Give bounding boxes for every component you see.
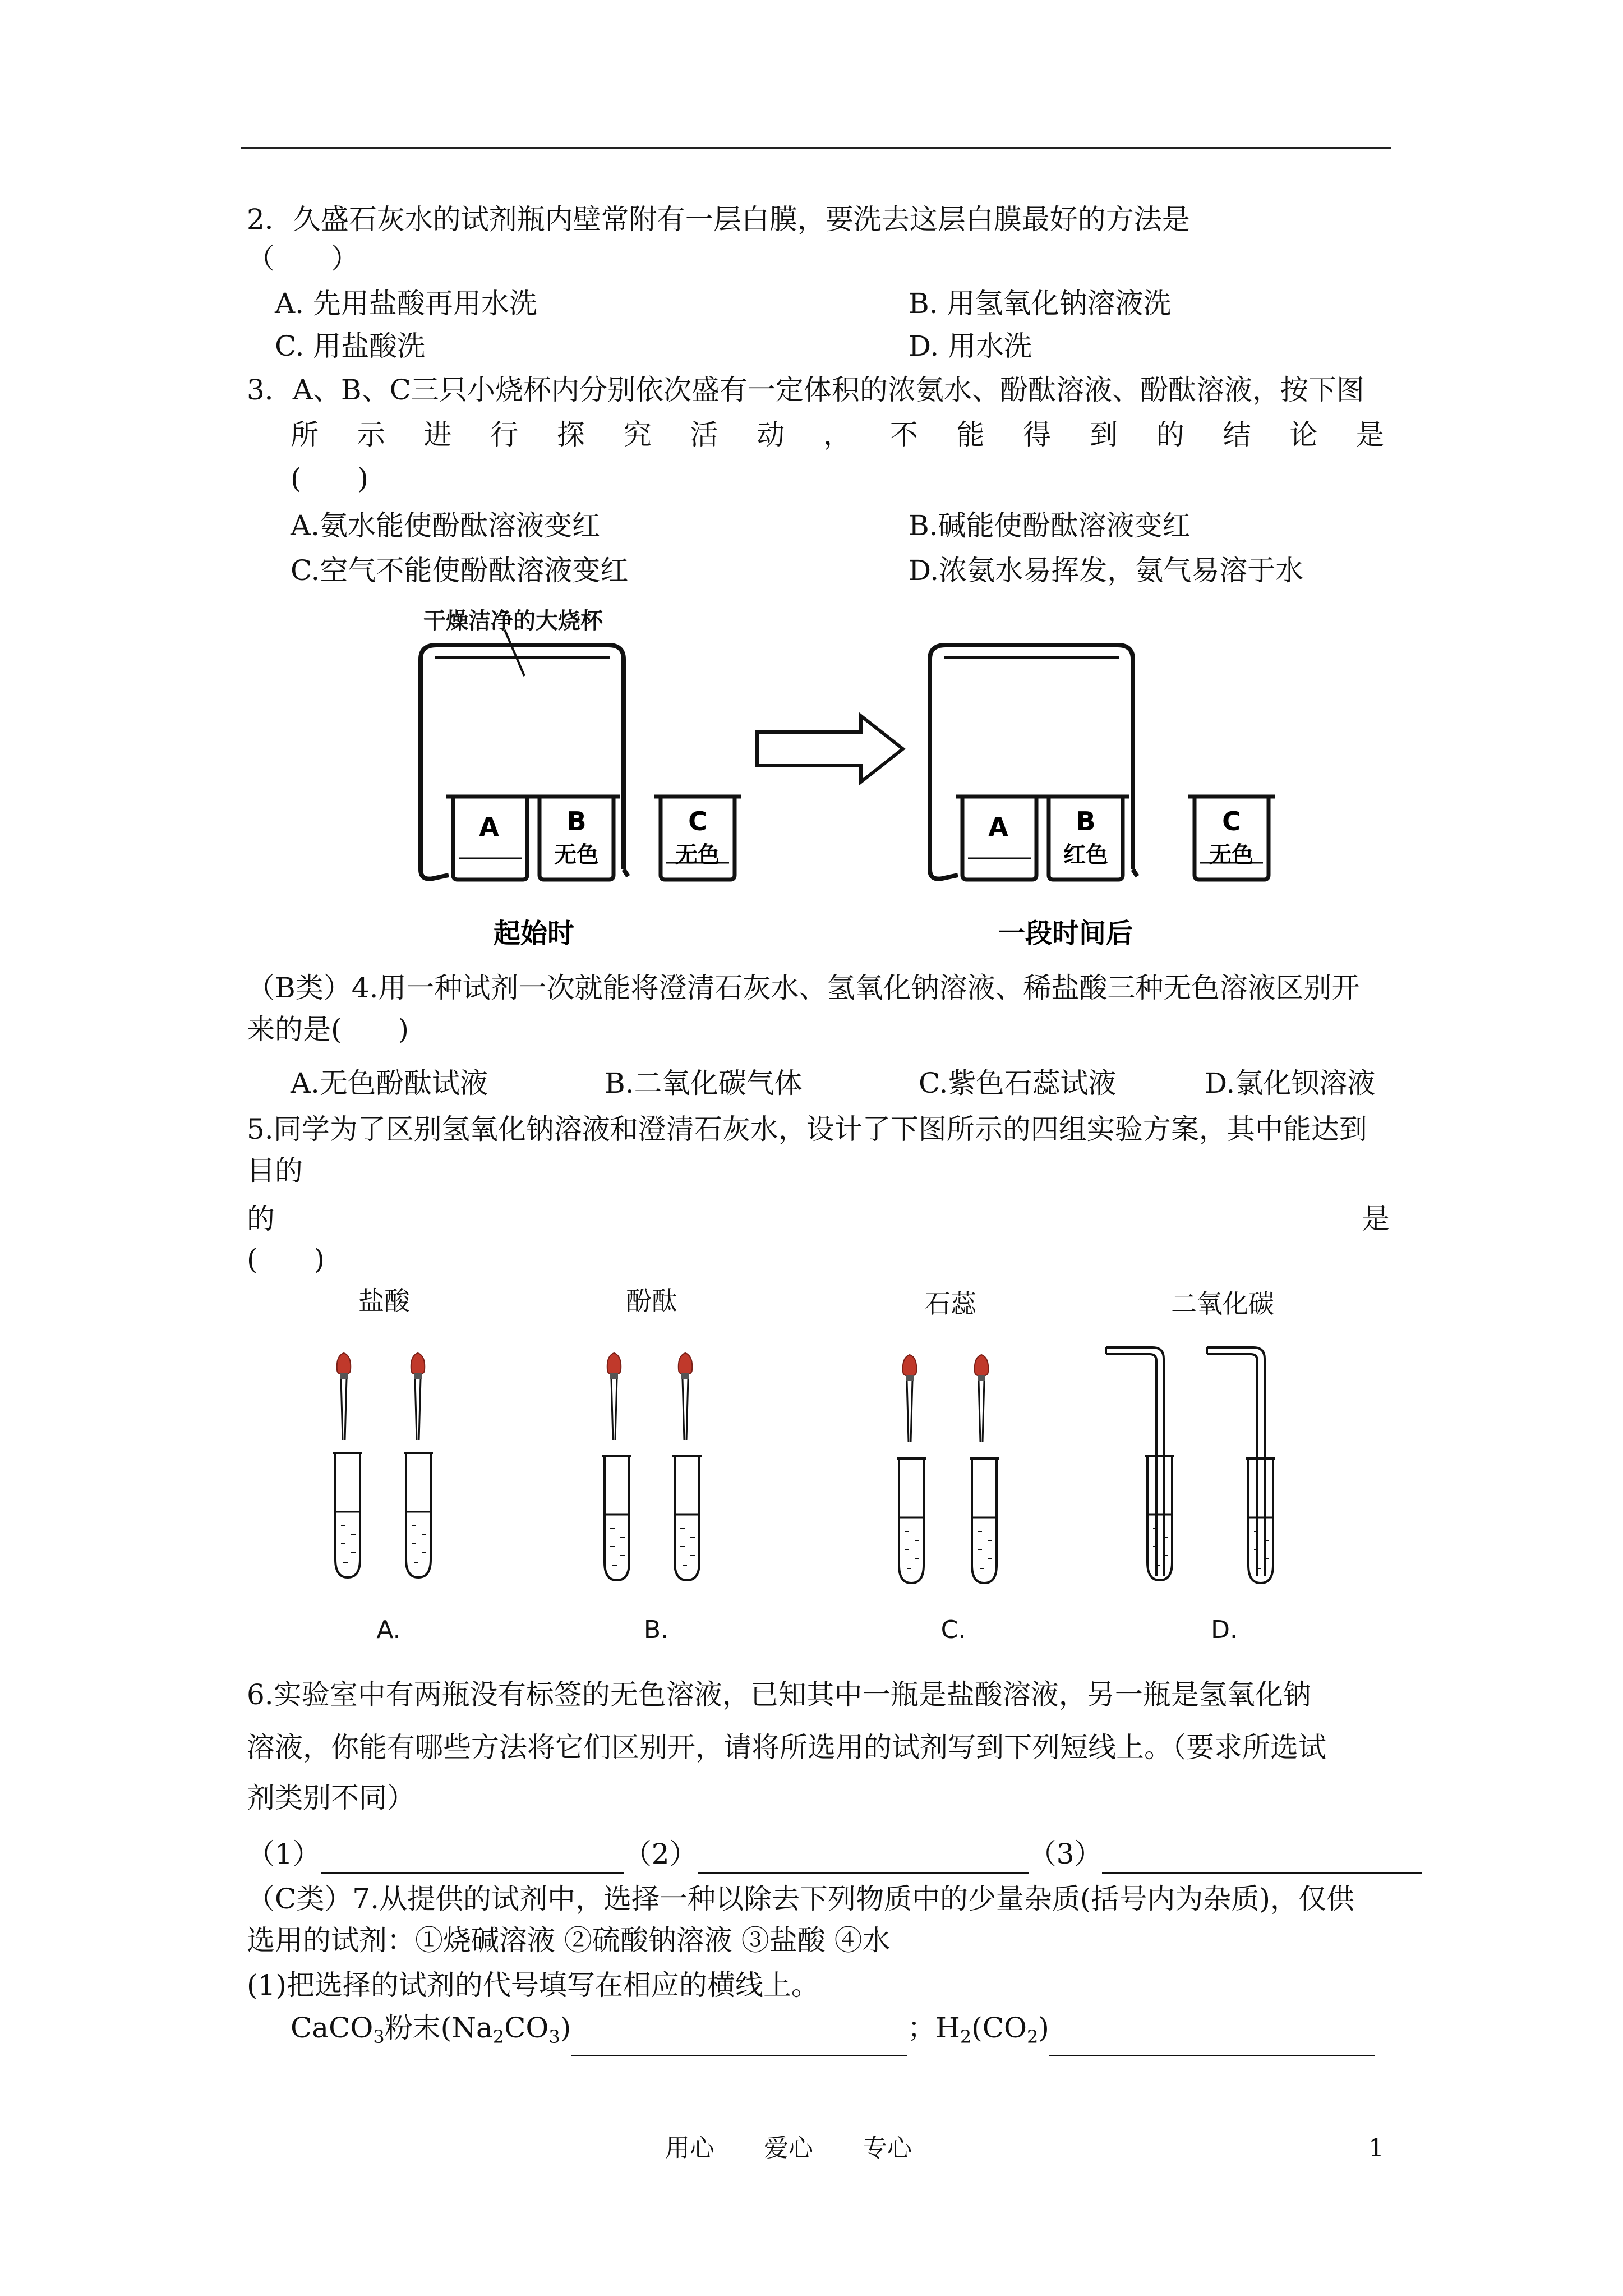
q3-option-d: D.浓氨水易挥发，氨气易溶于水: [909, 554, 1304, 587]
label-pointer: [505, 630, 524, 676]
setup-label-b: B.: [643, 1616, 669, 1644]
end-b-letter: B: [1076, 806, 1096, 836]
q5-stem-line2: 目的: [247, 1154, 303, 1187]
q6-line1: 6.实验室中有两瓶没有标签的无色溶液，已知其中一瓶是盐酸溶液，另一瓶是氢氧化钠: [247, 1678, 1311, 1711]
q2-option-a: A. 先用盐酸再用水洗: [275, 287, 537, 320]
setup-label-d: D.: [1211, 1616, 1238, 1644]
start-c-letter: C: [688, 806, 707, 836]
page-number: 1: [1368, 2134, 1384, 2162]
start-beaker-b: [533, 797, 620, 880]
q5-paren: ( ): [247, 1243, 325, 1276]
big-beaker-label: 干燥洁净的大烧杯: [423, 608, 603, 634]
q7-line3: (1)把选择的试剂的代号填写在相应的横线上。: [247, 1969, 819, 2001]
reagent-label-c: 石蕊: [925, 1289, 976, 1319]
setup-b: [602, 1353, 702, 1580]
setup-c: [897, 1355, 999, 1583]
q3-option-c: C.空气不能使酚酞溶液变红: [291, 554, 629, 587]
q6-answer-blank-3[interactable]: [1102, 1843, 1422, 1874]
q2-option-d: D. 用水洗: [909, 330, 1032, 362]
q7-line1: （C类）7.从提供的试剂中，选择一种以除去下列物质中的少量杂质(括号内为杂质)，仅供: [247, 1883, 1354, 1915]
q6-line2: 溶液，你能有哪些方法将它们区别开，请将所选用的试剂写到下列短线上。（要求所选试: [247, 1731, 1326, 1764]
setup-label-a: A.: [376, 1616, 401, 1644]
reagent-label-b: 酚酞: [626, 1286, 677, 1316]
q2-option-c: C. 用盐酸洗: [275, 330, 426, 362]
header-rule: [241, 147, 1391, 149]
start-beaker-a: [446, 797, 534, 880]
q7-items: CaCO$_3$粉末$(Na_2CO_3)$ ；$H_2(CO_2)$: [291, 2008, 1375, 2056]
setup-d: [1106, 1347, 1275, 1583]
end-beaker-b: [1042, 797, 1129, 880]
end-c-letter: C: [1222, 806, 1241, 836]
q2-option-b: B. 用氢氧化钠溶液洗: [909, 287, 1172, 320]
q6-blank-label-3: （3）: [1028, 1838, 1103, 1870]
q3-stem-line1: 3．A、B、C三只小烧杯内分别依次盛有一定体积的浓氨水、酚酞溶液、酚酞溶液，按下图: [247, 374, 1364, 406]
caption-start: 起始时: [493, 918, 575, 949]
end-a-letter: A: [988, 812, 1008, 842]
q6-blank-label-1: （1）: [247, 1838, 321, 1870]
footer-motto: 用心 爱心 专心: [665, 2134, 912, 2162]
q4-stem-line1: （B类）4.用一种试剂一次就能将澄清石灰水、氢氧化钠溶液、稀盐酸三种无色溶液区别开: [247, 972, 1360, 1004]
end-b-color: 红色: [1063, 842, 1108, 868]
caption-end: 一段时间后: [998, 918, 1133, 949]
q2-paren: （ ）: [247, 242, 359, 275]
q3-stem-line2: 所 示 进 行 探 究 活 动 ， 不 能 得 到 的 结 论 是: [291, 418, 1384, 451]
reagent-label-a: 盐酸: [358, 1286, 410, 1316]
start-a-letter: A: [479, 812, 499, 842]
q4-option-b: B.二氧化碳气体: [605, 1067, 803, 1099]
q6-blanks: [247, 1834, 1422, 1874]
q6-blank-label-2: （2）: [623, 1838, 698, 1870]
q6-answer-blank-1[interactable]: [321, 1843, 624, 1874]
q7-answer-blank-2[interactable]: [1049, 2026, 1375, 2056]
start-b-color: 无色: [554, 842, 599, 868]
arrow-icon: [757, 716, 903, 782]
q5-stem-line3-left: 的: [247, 1203, 275, 1235]
setup-label-c: C.: [940, 1616, 966, 1644]
q4-stem-line2: 来的是( ): [247, 1013, 409, 1046]
q7-line2: 选用的试剂：①烧碱溶液 ②硫酸钠溶液 ③盐酸 ④水: [247, 1924, 891, 1957]
q3-paren: ( ): [291, 462, 369, 495]
start-c-color: 无色: [675, 842, 720, 868]
q2-stem: 2．久盛石灰水的试剂瓶内壁常附有一层白膜，要洗去这层白膜最好的方法是: [247, 203, 1190, 236]
q5-stem-line1: 5.同学为了区别氢氧化钠溶液和澄清石灰水，设计了下图所示的四组实验方案，其中能达到: [247, 1113, 1367, 1145]
q6-line3: 剂类别不同）: [247, 1782, 415, 1814]
setup-a: [333, 1353, 433, 1577]
end-beaker-c: [1188, 797, 1275, 880]
start-b-letter: B: [566, 806, 587, 836]
q4-option-a: A.无色酚酞试液: [291, 1067, 488, 1099]
q6-answer-blank-2[interactable]: [698, 1843, 1029, 1874]
end-c-color: 无色: [1209, 842, 1254, 868]
q4-option-c: C.紫色石蕊试液: [919, 1067, 1117, 1099]
q4-option-d: D.氯化钡溶液: [1205, 1067, 1376, 1099]
q3-option-a: A.氨水能使酚酞溶液变红: [291, 509, 601, 542]
q7-answer-blank-1[interactable]: [571, 2026, 907, 2056]
q5-stem-line3-right: 是: [1362, 1203, 1390, 1235]
q5-figure: [303, 1285, 1335, 1644]
q3-option-b: B.碱能使酚酞溶液变红: [909, 509, 1191, 542]
reagent-label-d: 二氧化碳: [1171, 1289, 1274, 1319]
start-beaker-c: [654, 797, 741, 880]
end-beaker-a: [956, 797, 1043, 880]
q3-figure: [393, 606, 1346, 965]
